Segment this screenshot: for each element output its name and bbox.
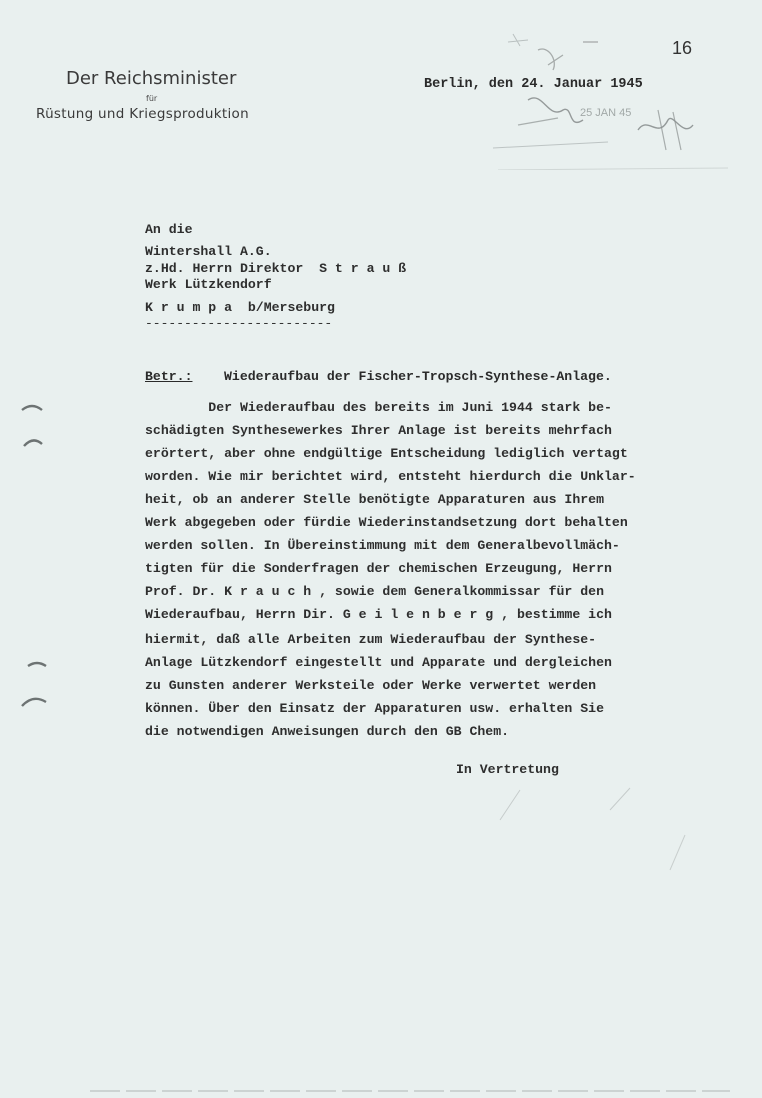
letterhead-subtitle: Rüstung und Kriegsproduktion (36, 106, 249, 122)
subject-text: Wiederaufbau der Fischer-Tropsch-Synthese-Anlage. (224, 369, 612, 384)
body-line: zu Gunsten anderer Werksteile oder Werke verwertet werden (145, 678, 597, 693)
page-number: 16 (672, 38, 693, 58)
recipient-underline: ------------------------ (145, 316, 333, 331)
closing: In Vertretung (456, 762, 559, 777)
body-line: Prof. Dr. K r a u c h , sowie dem Generalkommissar für den (145, 584, 604, 599)
letterhead-fuer: für (146, 94, 158, 103)
body-line: Werk abgegeben oder fürdie Wiederinstandsetzung dort behalten (145, 515, 628, 530)
recipient-line-4: Werk Lützkendorf (145, 277, 272, 292)
stamp-date: 25 JAN 45 (580, 107, 632, 119)
body-line: Der Wiederaufbau des bereits im Juni 1944 stark be- (145, 400, 612, 415)
body-line: die notwendigen Anweisungen durch den GB Chem. (145, 724, 510, 739)
body-line: heit, ob an anderer Stelle benötigte Apparaturen aus Ihrem (145, 492, 604, 507)
bottom-edge-line (90, 1090, 730, 1092)
body-line: tigten für die Sonderfragen der chemischen Erzeugung, Herrn (145, 561, 612, 576)
letterhead-title: Der Reichsminister (66, 68, 237, 89)
body-line: Anlage Lützkendorf eingestellt und Apparate und dergleichen (145, 655, 612, 670)
recipient-line-3: z.Hd. Herrn Direktor S t r a u ß (145, 261, 407, 276)
body-line: hiermit, daß alle Arbeiten zum Wiederaufbau der Synthese- (145, 632, 597, 647)
body-line: können. Über den Einsatz der Apparaturen usw. erhalten Sie (145, 701, 604, 716)
body-line: worden. Wie mir berichtet wird, entsteht hierdurch die Unklar- (145, 469, 636, 484)
recipient-line-1: An die (145, 222, 193, 237)
body-line: werden sollen. In Übereinstimmung mit dem Generalbevollmäch- (145, 538, 620, 553)
dateline: Berlin, den 24. Januar 1945 (424, 77, 643, 92)
recipient-line-2: Wintershall A.G. (145, 244, 272, 259)
pencil-marks-icon (480, 780, 720, 880)
body-line: schädigten Synthesewerkes Ihrer Anlage ist bereits mehrfach (145, 423, 612, 438)
subject-label: Betr.: (145, 369, 193, 384)
punch-mark-icon (0, 0, 60, 1098)
received-stamp-icon (488, 20, 738, 170)
body-line: erörtert, aber ohne endgültige Entscheidung lediglich vertagt (145, 446, 628, 461)
recipient-line-5: K r u m p a b/Merseburg (145, 300, 335, 315)
body-line: Wiederaufbau, Herrn Dir. G e i l e n b e r g , bestimme ich (145, 607, 612, 622)
